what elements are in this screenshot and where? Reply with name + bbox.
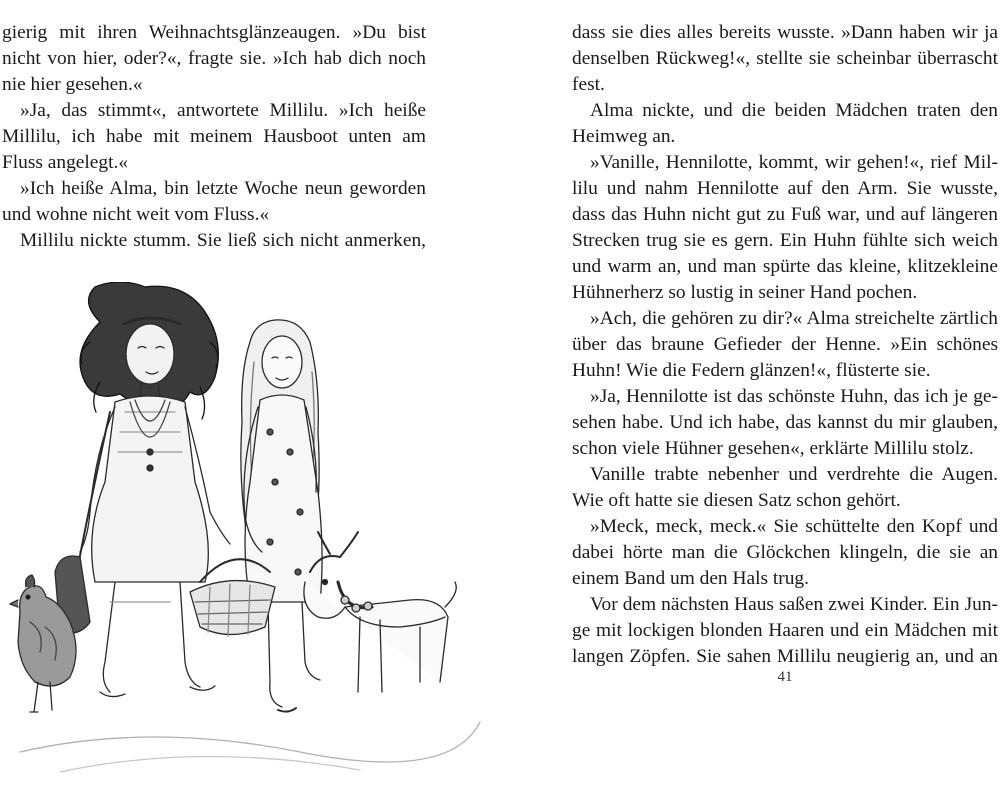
- illustration-two-girls-hen-goat-icon: [0, 282, 500, 782]
- right-paragraph-4: »Ach, die gehören zu dir?« Alma streichelte zärtlich über das braune Gefieder der Henne. »Ein schönes Huhn! Wie die Federn glänzen!«, flüsterte sie.: [572, 308, 998, 381]
- right-paragraph-8: Vor dem nächsten Haus saßen zwei Kinder. Ein Junge mit lockigen blonden Haaren und ein Mädchen mit langen Zöpfen. Sie sahen Millilu neugierig an, und an: [572, 594, 998, 667]
- goat: [304, 532, 456, 692]
- right-paragraph-3: »Vanille, Hennilotte, kommt, wir gehen!«, rief Millilu und nahm Hennilotte auf den Arm. Sie wusste, dass das Huhn nicht gut zu Fuß war, und auf längeren Strecken trug sie es gern. Ein Huhn fühlte sich weich und warm an, und man spürte das kleine, klitzekleine Hühnerherz so lustig in seiner Hand pochen.: [572, 152, 998, 303]
- left-paragraph-3: »Ich heiße Alma, bin letzte Woche neun geworden und wohne nicht weit vom Fluss.«: [2, 178, 426, 225]
- right-paragraph-6: Vanille trabte nebenher und verdrehte die Augen. Wie oft hatte sie diesen Satz schon gehört.: [572, 464, 998, 511]
- girl-millilu: [55, 282, 230, 697]
- right-paragraph-7: »Meck, meck, meck.« Sie schüttelte den Kopf und dabei hörte man die Glöckchen klingeln, die sie an einem Band um den Hals trug.: [572, 516, 998, 589]
- left-page-text: [2, 20, 426, 254]
- right-paragraph-5: »Ja, Hennilotte ist das schönste Huhn, das ich je gesehen habe. Und ich habe, das kannst du mir glauben, schon viele Hühner gesehen«, erklärte Millilu stolz.: [572, 386, 998, 459]
- right-paragraph-1: dass sie dies alles bereits wusste. »Dann haben wir ja denselben Rückweg!«, stellte sie scheinbar überrascht fest.: [572, 22, 998, 95]
- right-page-text: [572, 20, 998, 670]
- girl-alma: [241, 320, 322, 712]
- left-paragraph-4: Millilu nickte stumm. Sie ließ sich nicht anmerken,: [20, 230, 426, 251]
- left-paragraph-1: gierig mit ihren Weihnachtsglänzeaugen. »Du bist nicht von hier, oder?«, fragte sie. »Ich hab dich noch nie hier gesehen.«: [2, 22, 426, 95]
- right-paragraph-2: Alma nickte, und die beiden Mädchen traten den Heimweg an.: [572, 100, 998, 147]
- left-paragraph-2: »Ja, das stimmt«, antwortete Millilu. »Ich heiße Millilu, ich habe mit meinem Hausboot unten am Fluss angelegt.«: [2, 100, 426, 173]
- page-number: 41: [777, 669, 793, 685]
- right-page: [500, 0, 1000, 800]
